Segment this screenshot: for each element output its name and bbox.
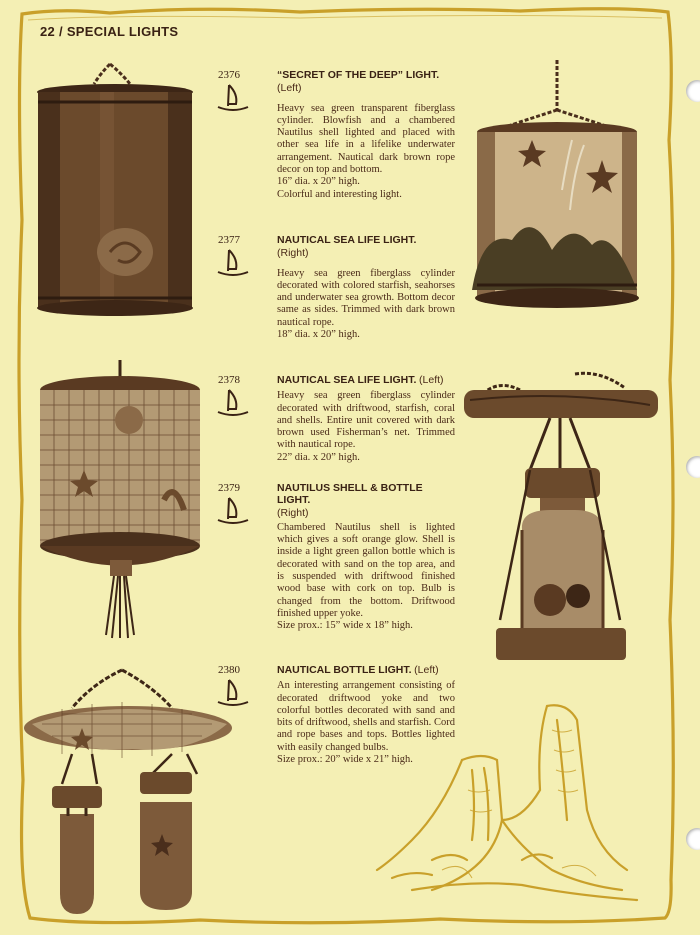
product-note: Colorful and interesting light. <box>277 188 402 200</box>
item-number: 2378 <box>218 374 240 386</box>
product-side: (Left) <box>414 664 439 676</box>
page-number: 22 <box>40 24 56 39</box>
product-title: “SECRET OF THE DEEP” LIGHT. <box>277 69 440 81</box>
item-number: 2376 <box>218 69 240 81</box>
product-side: (Right) <box>277 247 309 260</box>
lamp-symbol-icon <box>216 82 250 112</box>
product-size: 18” dia. x 20” high. <box>277 329 360 341</box>
product-side: (Left) <box>277 82 302 95</box>
product-title: NAUTICAL BOTTLE LIGHT. <box>277 664 412 676</box>
product-title: NAUTILUS SHELL & BOTTLE LIGHT. <box>277 482 423 507</box>
product-photo-2379 <box>460 360 662 666</box>
product-size: Size prox.: 20” wide x 21” high. <box>277 754 413 766</box>
product-title: NAUTICAL SEA LIFE LIGHT. <box>277 374 417 386</box>
item-number: 2379 <box>218 482 240 494</box>
product-description: An interesting arrangement consisting of decorated driftwood yoke and two colorful bottles decorated with sand and bits of driftwood, shells and starfish. Cord and rope bases and tops. Bottles lighted with easily changed bulbs. <box>277 680 455 753</box>
lamp-symbol-icon <box>216 495 250 525</box>
product-title: NAUTICAL SEA LIFE LIGHT. <box>277 234 417 246</box>
driftwood-sketch-illustration <box>372 700 644 912</box>
product-photo-2380 <box>22 664 234 922</box>
item-number: 2377 <box>218 234 240 246</box>
product-entry-2378 <box>277 374 455 464</box>
product-photo-2376 <box>30 62 200 324</box>
page-header <box>40 24 178 39</box>
product-entry-2376 <box>277 69 455 201</box>
item-number: 2380 <box>218 664 240 676</box>
product-size: Size prox.: 15” wide x 18” high. <box>277 620 413 632</box>
product-description: Chambered Nautilus shell is lighted which gives a soft orange glow. Shell is inside a light green gallon bottle which is decorated with sand on the top area, and is suspended with driftwood finished wood base with cork on top. Bulb is changed from the bottom. Driftwood finished upper yoke. <box>277 521 455 619</box>
product-photo-2377 <box>462 60 642 326</box>
lamp-symbol-icon <box>216 387 250 417</box>
product-entry-2377 <box>277 234 455 341</box>
product-side: (Left) <box>419 374 444 386</box>
section-title: SPECIAL LIGHTS <box>66 24 179 39</box>
product-description: Heavy sea green fiberglass cylinder decorated with driftwood, starfish, coral and shells. Entire unit covered with dark brown used Fisherman’s net. Trimmed with nautical rope. <box>277 390 455 451</box>
product-size: 22” dia. x 20” high. <box>277 451 360 463</box>
product-description: Heavy sea green transparent fiberglass cylinder. Blowfish and a chambered Nautilus shell lighted and placed with other sea life in a lifelike underwater arrangement. Nautical dark brown rope decor on top and bottom. <box>277 102 455 176</box>
header-separator: / <box>58 24 67 39</box>
product-photo-2378 <box>34 360 206 642</box>
lamp-symbol-icon <box>216 247 250 277</box>
product-size: 16” dia. x 20” high. <box>277 176 360 188</box>
product-description: Heavy sea green fiberglass cylinder decorated with colored starfish, seahorses and underwater sea growth. Bottom decor same as sides. Trimmed with dark brown nautical rope. <box>277 267 455 328</box>
product-entry-2379 <box>277 482 455 633</box>
product-side: (Right) <box>277 506 309 519</box>
